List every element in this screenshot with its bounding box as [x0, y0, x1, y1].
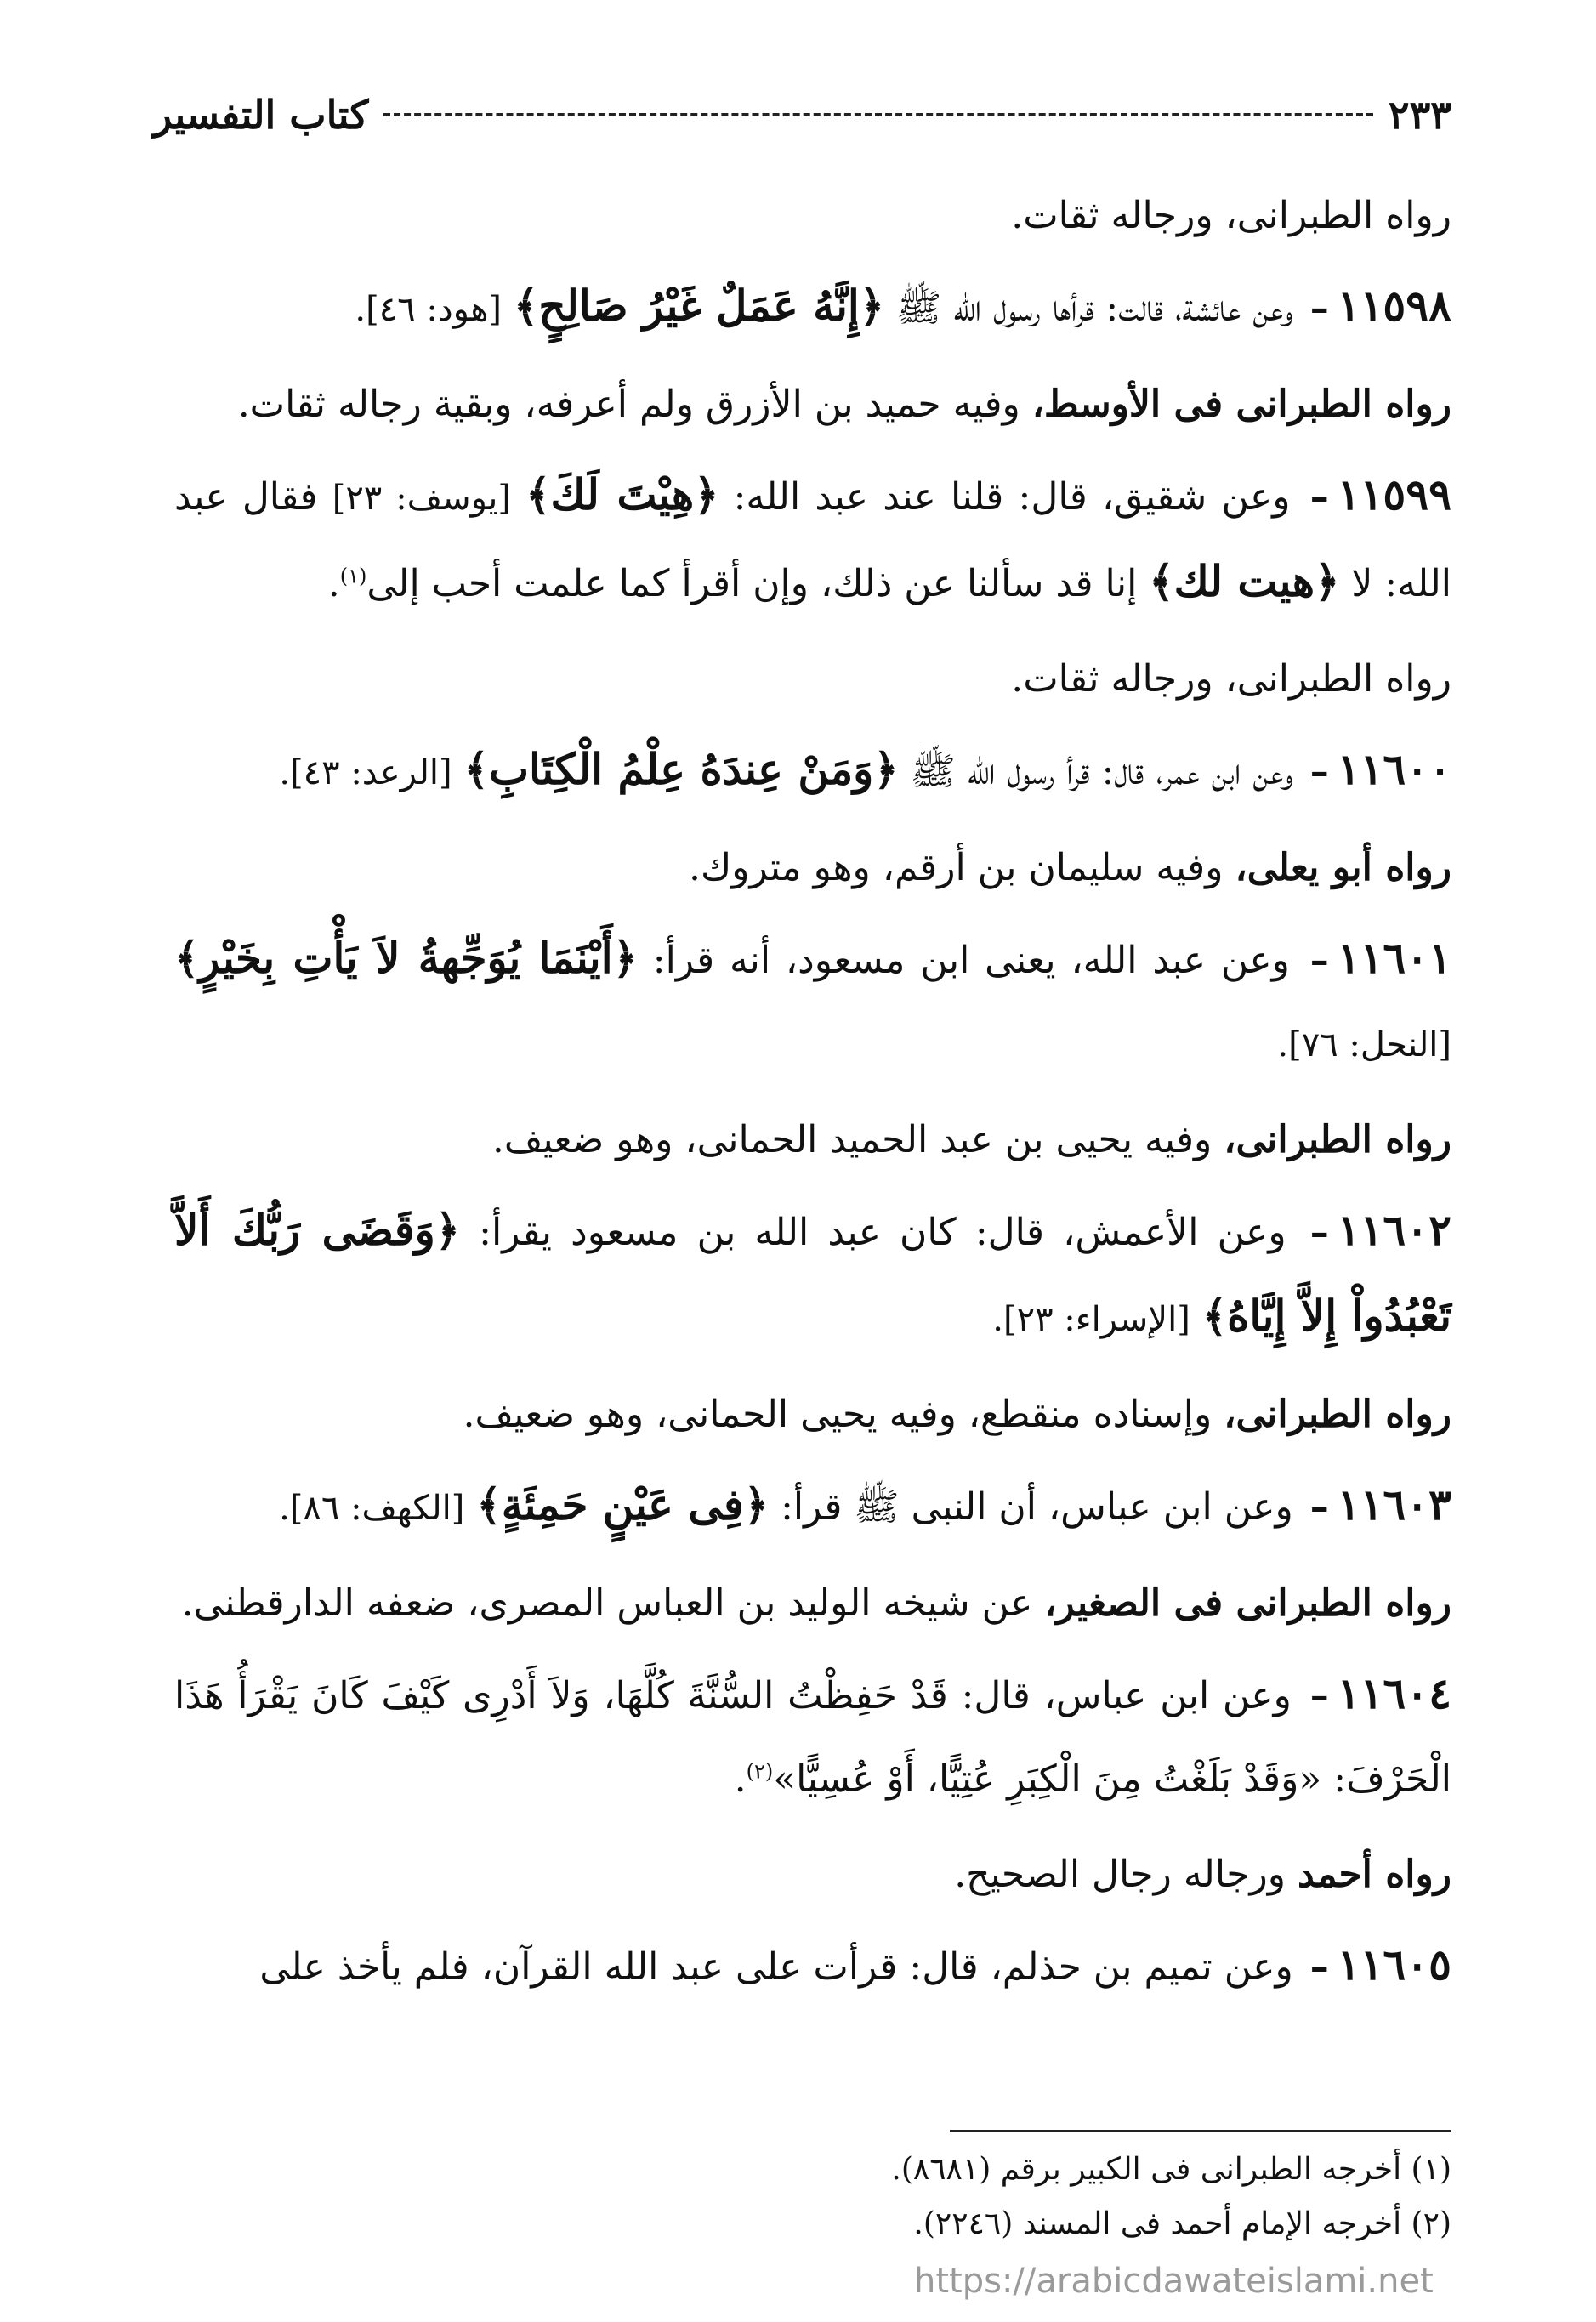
quran-verse: ﴿هيت لك﴾	[1149, 556, 1340, 606]
narration-text: وفيه يحيى بن عبد الحميد الحمانى، وهو ضعيف.	[491, 1118, 1213, 1161]
hadith-text: وعن ابن عمر، قال: قرأ رسول الله ﷺ	[910, 750, 1293, 793]
verse-reference: [الكهف: ٨٦].	[279, 1489, 465, 1528]
hadith-text: وعن ابن عباس، أن النبى ﷺ قرأ:	[781, 1485, 1293, 1529]
header-dashed-rule	[383, 113, 1373, 116]
hadith-text: وعن تميم بن حذلم، قال: قرأت على عبد الله القرآن، فلم يأخذ على	[259, 1945, 1293, 1989]
hadith-number: ١١٦٠٢	[1337, 1205, 1451, 1255]
narration-note	[174, 1833, 1451, 1916]
narration-note	[174, 638, 1451, 721]
narration-note	[174, 363, 1451, 446]
narration-note	[174, 826, 1451, 910]
website-watermark: https://arabicdawateislami.net	[914, 2262, 1434, 2301]
footnote-1: (١) أخرجه الطبرانى فى الكبير برقم (٨٦٨١).	[891, 2152, 1451, 2187]
narration-source: رواه أحمد	[1297, 1853, 1451, 1896]
hadith-11604: ١١٦٠٤– وعن ابن عباس، قال: قَدْ حَفِظْتُ السُّنَّةَ كُلَّهَا، وَلاَ أَدْرِى كَيْفَ كَانَ يَقْرَأُ هَذَا الْحَرْفَ: «وَقَدْ بَلَغْتُ مِنَ الْكِبَرِ عُتِيًّا، أَوْ عُسِيًّا»$^{(٢)}$.	[174, 1668, 1451, 1801]
footnote-marker[interactable]: (١)	[339, 564, 367, 588]
hadith-number: ١١٦٠٥	[1337, 1939, 1451, 1990]
hadith-number: ١١٦٠٠	[1337, 744, 1451, 794]
hadith-text: فقال عبد الله: لا	[174, 475, 1451, 605]
footnote-2: (٢) أخرجه الإمام أحمد فى المسند (٢٢٤٦).	[913, 2206, 1451, 2241]
narration-source: رواه الطبرانى،	[1224, 1393, 1451, 1436]
sentence-end: .	[734, 1757, 747, 1801]
hadith-number: ١١٦٠١	[1337, 933, 1451, 983]
hadith-number: ١١٥٩٨	[1337, 281, 1451, 331]
hadith-text: وعن عبد الله، يعنى ابن مسعود، أنه قرأ:	[652, 939, 1290, 982]
hadith-text: وعن شقيق، قال: قلنا عند عبد الله:	[733, 475, 1291, 519]
quran-verse: ﴿وَمَنْ عِندَهُ عِلْمُ الْكِتَابِ﴾	[463, 744, 899, 794]
narration-source: رواه الطبرانى،	[1224, 1118, 1451, 1161]
hadith-number: ١١٦٠٣	[1337, 1479, 1451, 1530]
footnotes	[174, 2143, 1451, 2251]
narration-note	[174, 1099, 1451, 1182]
narration-text: رواه الطبرانى، ورجاله ثقات.	[1011, 657, 1451, 701]
hadith-text: وعن ابن عباس، قال: قَدْ حَفِظْتُ السُّنَّةَ كُلَّهَا، وَلاَ أَدْرِى كَيْفَ كَانَ يَقْرَأُ هَذَا الْحَرْفَ: «وَقَدْ بَلَغْتُ مِنَ الْكِبَرِ عُتِيًّا، أَوْ عُسِيًّا»	[174, 1674, 1451, 1801]
hadith-number: ١١٦٠٤	[1337, 1668, 1451, 1718]
page-number: ٢٣٣	[1388, 92, 1451, 138]
narration-source: رواه الطبرانى فى الصغير،	[1044, 1581, 1451, 1625]
verse-reference: [الرعد: ٤٣].	[279, 753, 452, 792]
quran-verse: ﴿وَقَضَى رَبُّكَ أَلاَّ تَعْبُدُواْ إِلاَّ إِيَّاهُ﴾	[174, 1205, 1451, 1341]
hadith-11600: ١١٦٠٠– وعن ابن عمر، قال: قرأ رسول الله ﷺ ﴿وَمَنْ عِندَهُ عِلْمُ الْكِتَابِ﴾ [الرعد: ٤٣].	[279, 744, 1451, 794]
narration-text: وفيه حميد بن الأزرق ولم أعرفه، وبقية رجاله ثقات.	[237, 383, 1020, 426]
narration-text: وإسناده منقطع، وفيه يحيى الحمانى، وهو ضعيف.	[463, 1393, 1213, 1436]
hadith-11598: ١١٥٩٨– وعن عائشة، قالت: قرأها رسول الله ﷺ ﴿إِنَّهُ عَمَلٌ غَيْرُ صَالِحٍ﴾ [هود: ٤٦].	[355, 281, 1451, 331]
narration-source: رواه الطبرانى فى الأوسط،	[1031, 383, 1451, 426]
quran-verse: ﴿فِى عَيْنٍ حَمِئَةٍ﴾	[476, 1479, 770, 1530]
narration-note	[174, 1373, 1451, 1456]
chapter-title: كتاب التفسير	[153, 92, 369, 138]
hadith-number: ١١٥٩٩	[1337, 469, 1451, 519]
hadith-11603: ١١٦٠٣– وعن ابن عباس، أن النبى ﷺ قرأ: ﴿فِى عَيْنٍ حَمِئَةٍ﴾ [الكهف: ٨٦].	[279, 1479, 1451, 1530]
hadith-11599: ١١٥٩٩– وعن شقيق، قال: قلنا عند عبد الله: ﴿هِيْتَ لَكَ﴾ [يوسف: ٢٣] فقال عبد الله: لا ﴿هيت لك﴾ إنا قد سألنا عن ذلك، وإن أقرأ كما علمت أحب إلى$^{(١)}$.	[174, 469, 1451, 606]
narration-source: رواه أبو يعلى،	[1235, 846, 1451, 889]
hadith-11601: ١١٦٠١– وعن عبد الله، يعنى ابن مسعود، أنه قرأ: ﴿أَيْنَمَا يُوَجِّهةُ لاَ يَأْتِ بِخَيْرٍ﴾ [النحل: ٧٦].	[174, 933, 1451, 1064]
running-header	[153, 85, 1451, 145]
verse-reference: [الإسراء: ٢٣].	[992, 1300, 1190, 1339]
narration-text: وفيه سليمان بن أرقم، وهو متروك.	[688, 846, 1224, 889]
hadith-11602: ١١٦٠٢– وعن الأعمش، قال: كان عبد الله بن مسعود يقرأ: ﴿وَقَضَى رَبُّكَ أَلاَّ تَعْبُدُواْ إِلاَّ إِيَّاهُ﴾ [الإسراء: ٢٣].	[174, 1205, 1451, 1341]
verse-reference: [يوسف: ٢٣]	[332, 479, 512, 518]
quran-verse: ﴿إِنَّهُ عَمَلٌ غَيْرُ صَالِحٍ﴾	[514, 281, 885, 331]
narration-text: ورجاله رجال الصحيح.	[954, 1853, 1286, 1896]
verse-reference: [النحل: ٧٦].	[1277, 1025, 1451, 1064]
narration-text: عن شيخه الوليد بن العباس المصرى، ضعفه الدارقطنى.	[181, 1581, 1033, 1625]
hadith-text: وعن الأعمش، قال: كان عبد الله بن مسعود يقرأ:	[479, 1211, 1286, 1254]
sentence-end: .	[327, 562, 340, 605]
hadith-text: إنا قد سألنا عن ذلك، وإن أقرأ كما علمت أحب إلى	[366, 562, 1138, 605]
footnote-marker[interactable]: (٢)	[746, 1759, 774, 1784]
quran-verse: ﴿أَيْنَمَا يُوَجِّهةُ لاَ يَأْتِ بِخَيْرٍ﴾	[174, 933, 638, 983]
verse-reference: [هود: ٤٦].	[355, 290, 503, 329]
footnote-divider	[950, 2130, 1451, 2132]
narration-note	[174, 1562, 1451, 1645]
quran-verse: ﴿هِيْتَ لَكَ﴾	[525, 469, 719, 519]
hadith-11605: ١١٦٠٥– وعن تميم بن حذلم، قال: قرأت على عبد الله القرآن، فلم يأخذ على	[259, 1939, 1451, 1990]
page-body	[174, 174, 1451, 2021]
narration-note	[174, 174, 1451, 258]
narration-text: رواه الطبرانى، ورجاله ثقات.	[1011, 194, 1451, 237]
hadith-text: وعن عائشة، قالت: قرأها رسول الله ﷺ	[896, 287, 1293, 330]
